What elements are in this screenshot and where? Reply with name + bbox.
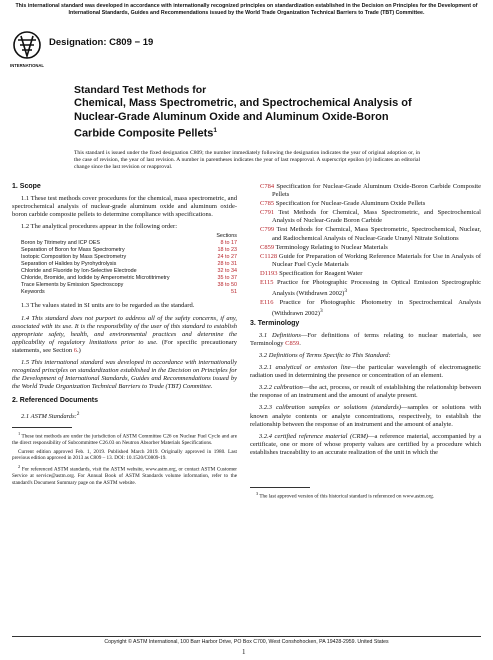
referenced-p1: 2.1 ASTM Standards:$^2$ (21, 410, 80, 420)
toc-row: Keywords 51 (21, 289, 237, 296)
ref-link[interactable]: C859 (285, 339, 300, 347)
footnote-3: $^3$ The last approved version of this historical standard is referenced on www.astm.org. (256, 491, 435, 500)
toc-row: Separation of Boron for Mass Spectrometry 18 to 23 (21, 247, 237, 254)
reference-item: E116 Practice for Photographic Photometry in Spectrochemical Analysis (Withdrawn 2002)$^3$ (260, 299, 482, 318)
term-3-2-1: 3.2.1 analytical or emission line—the particular wavelength of electromagnetic radiation used in determining the presence or concentration of an element. (250, 364, 481, 380)
term-3-1: 3.1 Definitions—For definitions of terms relating to nuclear materials, see Terminology C859. (250, 331, 481, 347)
referenced-heading: 2. Referenced Documents (12, 397, 98, 405)
toc-link[interactable]: 51 (231, 289, 237, 296)
toc-row: Isotopic Composition by Mass Spectrometry 24 to 27 (21, 254, 237, 261)
astm-logo-icon (12, 30, 42, 74)
term-3-2: 3.2 Definitions of Terms Specific to This Standard: (259, 352, 391, 359)
term-3-2-3: 3.2.3 calibration samples or solutions (standards)—samples or solutions with known analyte contents or analyte concentrations, respectively, to establish the relationship between the response of an instrument and the amount of analyte. (250, 404, 481, 428)
toc-link[interactable]: 8 to 17 (220, 240, 237, 247)
issued-note: This standard is issued under the fixed designation C809; the number immediately following the designation indicates the year of original adoption or, in the case of revision, the year of last revision. A number in parentheses indicates the year of last reapproval. A superscript epsilon (ε) indicates an editorial change since the last revision or reapproval. (74, 150, 420, 170)
footnote-rule (12, 427, 72, 428)
designation: Designation: C809 − 19 (49, 37, 154, 48)
reference-item: E115 Practice for Photographic Processing in Optical Emission Spectrographic Analysis (Withdrawn 2002)$^3$ (260, 279, 481, 298)
ref-link[interactable]: E115 (260, 279, 274, 287)
ref-link[interactable]: C785 (260, 200, 275, 208)
toc-row: Chloride, Bromide, and Iodide by Amperometric Microtitrimetry 35 to 37 (21, 275, 237, 282)
reference-item: C1128 Guide for Preparation of Working Reference Materials for Use in Analysis of Nuclear Fuel Cycle Materials (260, 252, 481, 268)
terminology-heading: 3. Terminology (250, 319, 300, 327)
ref-link[interactable]: C784 (260, 183, 275, 190)
ref-link[interactable]: C859 (260, 243, 275, 251)
scope-p4: 1.4 This standard does not purport to address all of the safety concerns, if any, associated with its use. It is the responsibility of the user of this standard to establish appropriate safety, health, and environmental practices and determine the applicability of regulatory limitations prior to use. (For specific precautionary statements, see Section 6.) (12, 314, 237, 354)
ref-link[interactable]: D1193 (260, 269, 278, 277)
toc-row: Chloride and Fluoride by Ion-Selective Electrode 32 to 34 (21, 268, 237, 275)
footnote-1b: Current edition approved Feb. 1, 2019. Published March 2019. Originally approved in 1980. Last previous edition approved in 2013 as C809 – 13. DOI: 10.1520/C0809-19. (12, 448, 237, 462)
logo-text: INTERNATIONAL (10, 63, 44, 68)
scope-heading: 1. Scope (12, 183, 41, 190)
document-title (74, 97, 414, 141)
sections-header: Sections (216, 233, 237, 240)
title-text: Chemical, Mass Spectrometric, and Spectrochemical Analysis of Nuclear-Grade Aluminum Oxide and Aluminum Oxide-Boron Carbide Composite Pellets (74, 97, 412, 140)
title-footnote-mark: 1 (213, 127, 217, 134)
scope-p1: 1.1 These test methods cover procedures for the chemical, mass spectrometric, and spectrochemical analysis of nuclear-grade aluminum oxide and aluminum oxide-boron carbide composite pellets to determine compliance with specifications. (12, 195, 237, 219)
reference-item: C791 Test Methods for Chemical, Mass Spectrometric, and Spectrochemical Analysis of Nuclear-Grade Boron Carbide (260, 209, 481, 225)
scope-p3: 1.3 The values stated in SI units are to be regarded as the standard. (21, 302, 195, 310)
toc-row: Trace Elements by Emission Spectroscopy 38 to 50 (21, 282, 237, 289)
toc-link[interactable]: 18 to 23 (217, 247, 237, 254)
sections-table (21, 233, 237, 296)
right-column (250, 183, 481, 502)
reference-item: C785 Specification for Nuclear-Grade Aluminum Oxide Pellets (260, 200, 426, 208)
reference-item: D1193 Specification for Reagent Water (260, 269, 363, 277)
toc-link[interactable]: 38 to 50 (217, 282, 237, 289)
scope-p2: 1.2 The analytical procedures appear in the following order: (21, 223, 178, 231)
wto-notice: This international standard was developed in accordance with internationally recognized principles on standardization established in the Decision on Principles for the Development of International Standards, Guides and Recommendations issued by the World Trade Organization Technical Barriers to Trade (TBT) Committee. (15, 3, 478, 16)
ref-link[interactable]: C799 (260, 226, 275, 234)
reference-item: C859 Terminology Relating to Nuclear Materials (260, 243, 388, 251)
reference-list (250, 183, 481, 319)
footnote-rule (250, 487, 310, 488)
term-3-2-4: 3.2.4 certified reference material (CRM)—a reference material, accompanied by a certificate, one or more of whose property values are certified by a procedure which establishes traceability to an accurate realization of the unit in which the (250, 432, 481, 456)
ref-link[interactable]: E116 (260, 299, 274, 307)
section-link[interactable]: 6 (73, 346, 77, 354)
toc-row: Boron by Titrimetry and ICP OES 8 to 17 (21, 240, 237, 247)
term-3-2-2: 3.2.2 calibration—the act, process, or result of establishing the relationship between the response of an instrument and the amount of analyte present. (250, 384, 481, 400)
footer-rule (12, 636, 481, 637)
footnote-1: $^1$ These test methods are under the jurisdiction of ASTM Committee C26 on Nuclear Fuel Cycle and are the direct responsibility of Subcommittee C26.03 on Neutron Absorber Materials Specifications. (12, 430, 238, 447)
standard-label: Standard Test Methods for (74, 84, 207, 96)
scope-p5: 1.5 This international standard was developed in accordance with internationally recognized principles on standardization established in the Decision on Principles for the Development of International Standards, Guides and Recommendations issued by the World Trade Organization Technical Barriers to Trade (TBT) Committee. (12, 359, 237, 391)
toc-link[interactable]: 32 to 34 (217, 268, 237, 275)
left-column (12, 183, 237, 488)
footnote-2: $^2$ For referenced ASTM standards, visit the ASTM website, www.astm.org, or contact ASTM Customer Service at service@astm.org. For Annual Book of ASTM Standards volume information, refer to the standard's Document Summary page on the ASTM website. (12, 463, 238, 486)
page-number: 1 (242, 648, 246, 656)
toc-link[interactable]: 24 to 27 (217, 254, 237, 261)
toc-link[interactable]: 35 to 37 (217, 275, 237, 282)
ref-link[interactable]: C1128 (260, 252, 278, 260)
reference-item: C799 Test Methods for Chemical, Mass Spectrometric, Spectrochemical, Nuclear, and Radiochemical Analysis of Nuclear-Grade Uranyl Nitrate Solutions (260, 226, 481, 242)
ref-link[interactable]: C791 (260, 209, 275, 217)
toc-link[interactable]: 28 to 31 (217, 261, 237, 268)
toc-row: Separation of Halides by Pyrohydrolysis 28 to 31 (21, 261, 237, 268)
copyright-footer: Copyright © ASTM International, 100 Barr Harbor Drive, PO Box C700, West Conshohocken, PA 19428-2959. United States (104, 639, 389, 645)
reference-item: C784 Specification for Nuclear-Grade Aluminum Oxide-Boron Carbide Composite Pellets (260, 183, 481, 199)
